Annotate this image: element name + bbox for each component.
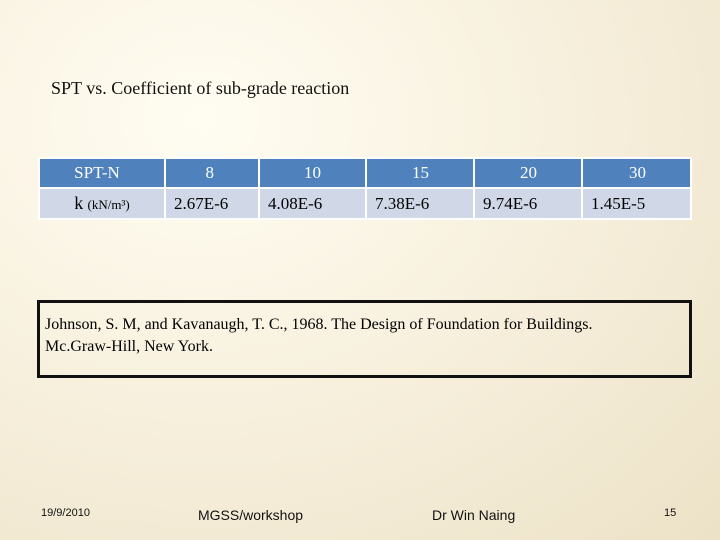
- k-value-cell: 7.38E-6: [366, 188, 474, 219]
- footer-date: 19/9/2010: [41, 507, 90, 519]
- spt-value-cell: 20: [474, 158, 582, 188]
- k-value-cell: 1.45E-5: [582, 188, 691, 219]
- spt-value-cell: 8: [165, 158, 259, 188]
- footer-author: Dr Win Naing: [432, 507, 516, 523]
- footer-workshop: MGSS/workshop: [198, 507, 304, 523]
- spt-n-label: SPT-N: [39, 158, 165, 188]
- k-symbol: k: [74, 193, 84, 213]
- table-row-k: [39, 188, 691, 219]
- k-value-cell: 4.08E-6: [259, 188, 366, 219]
- reference-box: [37, 300, 692, 378]
- page-number: 15: [664, 507, 677, 519]
- k-label: [39, 188, 165, 219]
- reference-line: Johnson, S. M, and Kavanaugh, T. C., 1968. The Design of Foundation for Buildings.: [45, 316, 593, 333]
- slide-title: SPT vs. Coefficient of sub-grade reaction: [51, 78, 350, 98]
- table-row-spt: [39, 158, 691, 188]
- reference-line: Mc.Graw-Hill, New York.: [45, 338, 213, 355]
- k-unit: (kN/m³): [87, 197, 130, 212]
- k-value-cell: 2.67E-6: [165, 188, 259, 219]
- spt-k-table: [38, 157, 692, 220]
- k-value-cell: 9.74E-6: [474, 188, 582, 219]
- spt-value-cell: 15: [366, 158, 474, 188]
- spt-value-cell: 10: [259, 158, 366, 188]
- spt-value-cell: 30: [582, 158, 691, 188]
